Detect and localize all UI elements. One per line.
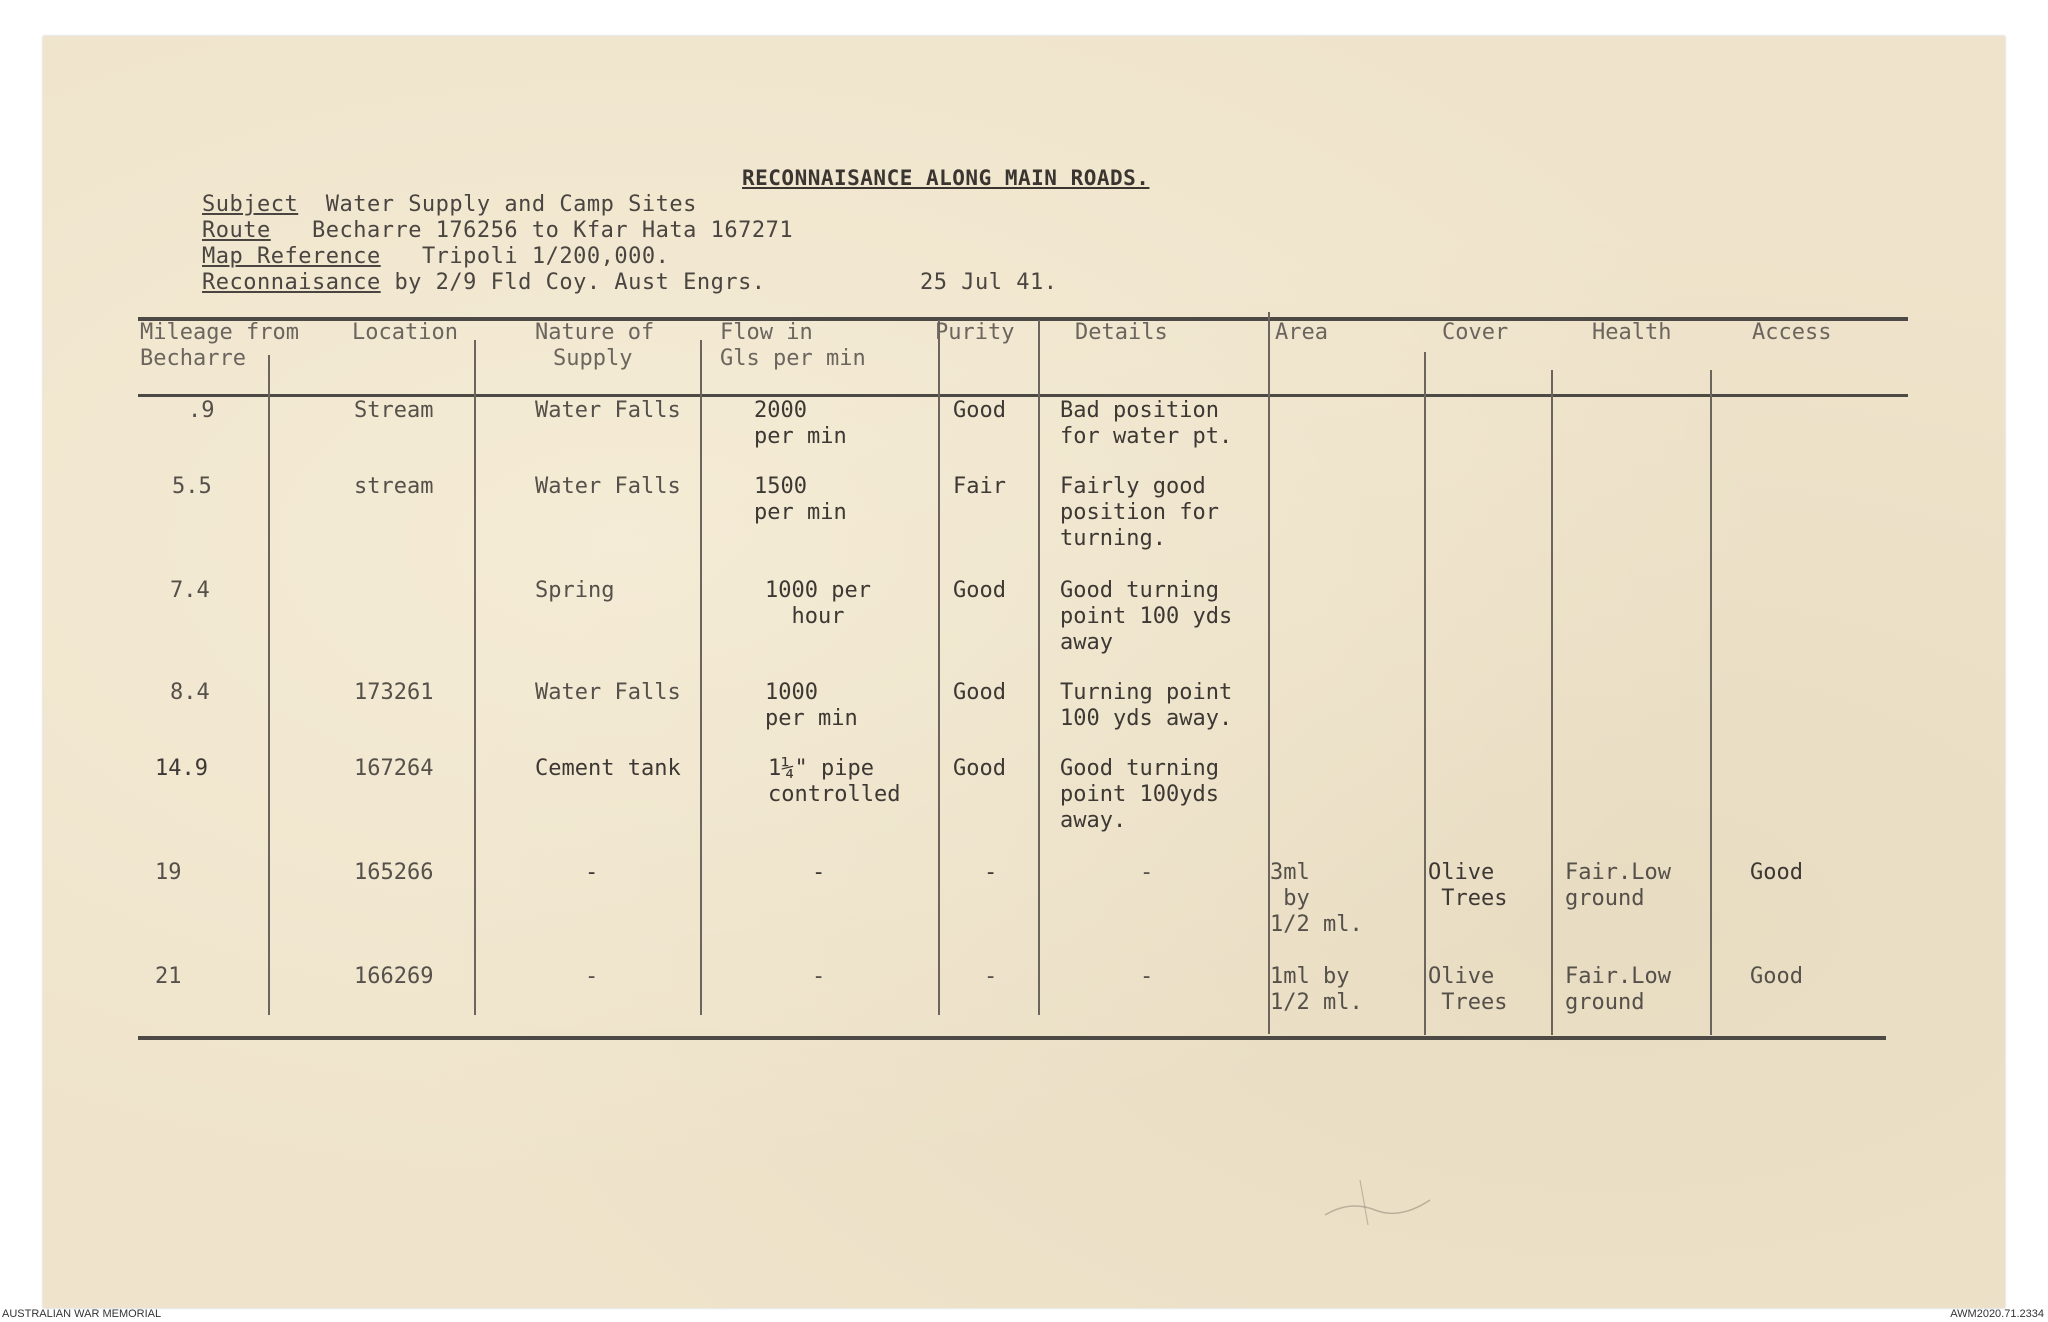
route-value: Becharre 176256 to Kfar Hata 167271 bbox=[311, 218, 794, 243]
header-area: Area bbox=[1275, 320, 1328, 345]
cell-mileage: .9 bbox=[188, 398, 215, 423]
cell-location: 167264 bbox=[354, 756, 434, 781]
cell-location: 165266 bbox=[354, 860, 434, 885]
cell-nature: Cement tank bbox=[535, 756, 681, 781]
column-divider bbox=[1551, 370, 1553, 1035]
cell-flow: - bbox=[812, 964, 826, 989]
cell-mileage: 5.5 bbox=[172, 474, 212, 499]
cell-details: Turning point 100 yds away. bbox=[1060, 680, 1233, 731]
cell-cover: Olive Trees bbox=[1428, 964, 1508, 1015]
map-reference-label: Map Reference bbox=[202, 244, 381, 269]
reconnaisance-line bbox=[202, 270, 766, 295]
cell-purity: Good bbox=[953, 756, 1006, 781]
cell-purity: Good bbox=[953, 398, 1006, 423]
subject-label: Subject bbox=[202, 192, 299, 217]
cell-flow: - bbox=[812, 860, 826, 885]
header-flow: Flow in Gls per min bbox=[720, 320, 866, 371]
cell-details: Fairly good position for turning. bbox=[1060, 474, 1219, 551]
column-divider bbox=[1710, 370, 1712, 1035]
cell-details: Good turning point 100yds away. bbox=[1060, 756, 1219, 833]
header-purity: Purity bbox=[935, 320, 1015, 345]
cell-details: - bbox=[1140, 860, 1154, 885]
cell-nature: Water Falls bbox=[535, 680, 681, 705]
cell-cover: Olive Trees bbox=[1428, 860, 1508, 911]
document-date: 25 Jul 41. bbox=[920, 270, 1058, 295]
column-divider bbox=[1424, 352, 1426, 1035]
cell-location: 166269 bbox=[354, 964, 434, 989]
column-divider bbox=[474, 340, 476, 1015]
pencil-mark bbox=[1320, 1170, 1460, 1230]
cell-health: Fair.Low ground bbox=[1565, 964, 1671, 1015]
header-mileage: Mileage from Becharre bbox=[140, 320, 299, 371]
header-access: Access bbox=[1752, 320, 1832, 345]
cell-details: Bad position for water pt. bbox=[1060, 398, 1233, 449]
column-divider bbox=[700, 340, 702, 1015]
cell-purity: - bbox=[984, 964, 998, 989]
map-reference-line bbox=[202, 244, 669, 269]
cell-flow: 1500 per min bbox=[754, 474, 847, 525]
footer-reference: AWM2020.71.2334 bbox=[1950, 1308, 2044, 1320]
reconnaisance-value: by 2/9 Fld Coy. Aust Engrs. bbox=[394, 270, 766, 295]
footer-institution: AUSTRALIAN WAR MEMORIAL bbox=[2, 1308, 162, 1320]
cell-flow: 1¼" pipe controlled bbox=[768, 756, 901, 807]
cell-access: Good bbox=[1750, 860, 1803, 885]
table-bottom-rule bbox=[138, 1036, 1886, 1040]
cell-purity: Good bbox=[953, 578, 1006, 603]
cell-location: stream bbox=[354, 474, 434, 499]
cell-location: 173261 bbox=[354, 680, 434, 705]
cell-flow: 2000 per min bbox=[754, 398, 847, 449]
cell-details: - bbox=[1140, 964, 1154, 989]
cell-mileage: 19 bbox=[155, 860, 182, 885]
header-location: Location bbox=[352, 320, 458, 345]
cell-purity: Good bbox=[953, 680, 1006, 705]
cell-location: Stream bbox=[354, 398, 434, 423]
cell-health: Fair.Low ground bbox=[1565, 860, 1671, 911]
cell-nature: Water Falls bbox=[535, 474, 681, 499]
route-line bbox=[202, 218, 793, 243]
route-label: Route bbox=[202, 218, 271, 243]
header-health: Health bbox=[1592, 320, 1672, 345]
cell-nature: Water Falls bbox=[535, 398, 681, 423]
reconnaisance-label: Reconnaisance bbox=[202, 270, 381, 295]
table-header-rule bbox=[138, 394, 1908, 397]
cell-details: Good turning point 100 yds away bbox=[1060, 578, 1233, 655]
header-details: Details bbox=[1075, 320, 1168, 345]
cell-mileage: 21 bbox=[155, 964, 182, 989]
cell-mileage: 8.4 bbox=[170, 680, 210, 705]
cell-area: 3ml by 1/2 ml. bbox=[1270, 860, 1363, 937]
column-divider bbox=[938, 320, 940, 1015]
header-cover: Cover bbox=[1442, 320, 1509, 345]
column-divider bbox=[1038, 320, 1040, 1015]
subject-line bbox=[202, 192, 697, 217]
cell-area: 1ml by 1/2 ml. bbox=[1270, 964, 1363, 1015]
cell-flow: 1000 per min bbox=[765, 680, 858, 731]
cell-nature: - bbox=[585, 964, 599, 989]
cell-flow: 1000 per hour bbox=[765, 578, 871, 629]
cell-nature: Spring bbox=[535, 578, 615, 603]
map-reference-value: Tripoli 1/200,000. bbox=[421, 244, 670, 269]
cell-access: Good bbox=[1750, 964, 1803, 989]
subject-value: Water Supply and Camp Sites bbox=[325, 192, 697, 217]
cell-mileage: 7.4 bbox=[170, 578, 210, 603]
cell-nature: - bbox=[585, 860, 599, 885]
header-nature-of-supply: Nature of Supply bbox=[535, 320, 655, 371]
cell-purity: Fair bbox=[953, 474, 1006, 499]
cell-mileage: 14.9 bbox=[155, 756, 208, 781]
document-title: RECONNAISANCE ALONG MAIN ROADS. bbox=[742, 166, 1150, 190]
cell-purity: - bbox=[984, 860, 998, 885]
column-divider bbox=[268, 355, 270, 1015]
